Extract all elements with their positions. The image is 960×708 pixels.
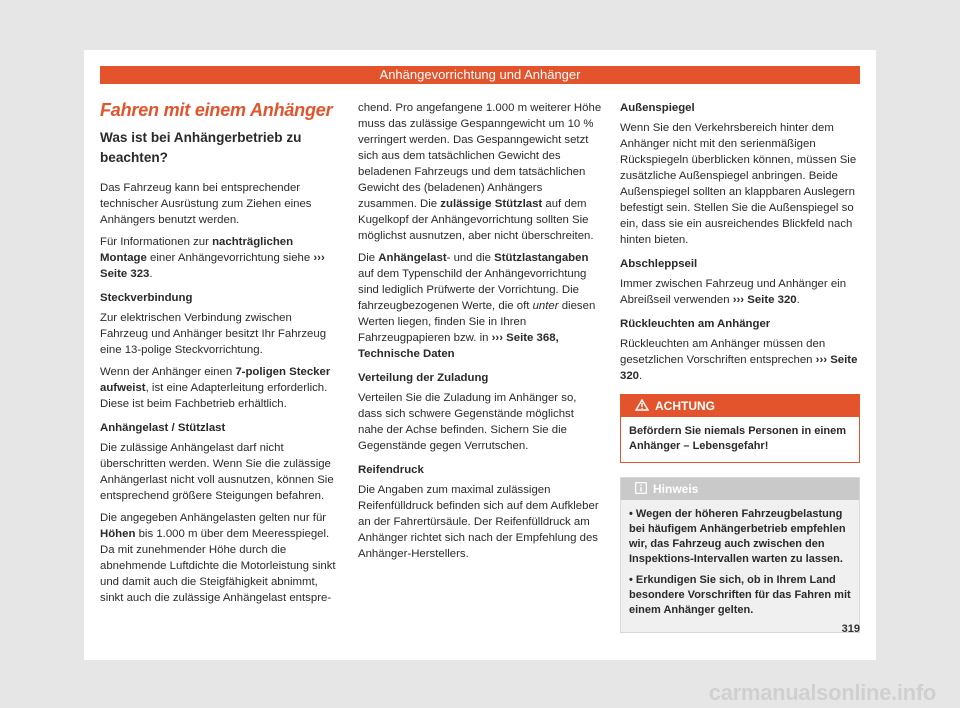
paragraph: Für Informationen zur nachträglichen Montage einer Anhängevorrichtung siehe ››› Seite 323. — [100, 236, 325, 280]
subsection-title: Was ist bei Anhängerbetrieb zu beachten? — [100, 130, 302, 165]
paragraph: Die zulässige Anhängelast darf nicht überschritten werden. Wenn Sie die zulässige Anhängerlast nicht voll ausnutzen, können Sie entsprechend größere Steigungen befahren. — [100, 442, 334, 502]
paragraph: Wenn Sie den Verkehrsbereich hinter dem Anhänger nicht mit den serienmäßigen Rückspiegeln überblicken können, müssen Sie zusätzliche Außenspiegel anbringen. Beide Außenspiegel sollten an klappbaren Auslegern befestigt sein. Stellen Sie die Außenspiegel so ein, dass sie ein ausreichendes Blickfeld nach hinten bieten. — [620, 122, 857, 246]
subheading: Rückleuchten am Anhänger — [620, 318, 771, 330]
section-title: Fahren mit einem Anhänger — [100, 100, 333, 120]
chapter-header: Anhängevorrichtung und Anhänger — [100, 66, 860, 84]
page-reference-link[interactable]: ››› Seite 320 — [620, 354, 858, 382]
info-icon — [635, 479, 647, 501]
paragraph: Die Anhängelast- und die Stützlastangaben auf dem Typenschild der Anhängevorrichtung sind lediglich Prüfwerte der Vorrichtung. Die fahrzeugbezogenen Werte, die oft unter diesen Werten liegen, finden Sie in Ihren Fahrzeugpapieren bzw. in ››› Seite 368, Technische Daten — [358, 252, 596, 360]
warning-box — [620, 394, 860, 463]
paragraph: Die angegeben Anhängelasten gelten nur für Höhen bis 1.000 m über dem Meeresspiegel. Da mit zunehmender Höhe durch die abnehmende Luftdichte die Motorleistung sinkt und damit auch die Steigfähigkeit abnimmt, sinkt auch die zulässige Anhängelast entspre- — [100, 512, 336, 604]
paragraph: Das Fahrzeug kann bei entsprechender technischer Ausrüstung zum Ziehen eines Anhängers benutzt werden. — [100, 182, 312, 226]
paragraph: Zur elektrischen Verbindung zwischen Fahrzeug und Anhänger besitzt Ihr Fahrzeug eine 13-polige Steckvorrichtung. — [100, 312, 327, 356]
hint-box — [620, 477, 860, 633]
paragraph: Verteilen Sie die Zuladung im Anhänger so, dass sich schwere Gegenstände möglichst nahe der Achse befinden. Sichern Sie die Gegenstände gegen Verrutschen. — [358, 392, 577, 452]
warning-title: ACHTUNG — [655, 399, 715, 413]
subheading: Abschleppseil — [620, 258, 698, 270]
paragraph: Rückleuchten am Anhänger müssen den gesetzlichen Vorschriften entsprechen ››› Seite 320. — [620, 338, 858, 382]
subheading: Außenspiegel — [620, 102, 695, 114]
hint-header — [621, 478, 859, 500]
subheading: Anhängelast / Stützlast — [100, 422, 226, 434]
column-middle — [358, 100, 602, 568]
paragraph: chend. Pro angefangene 1.000 m weiterer Höhe muss das zulässige Gespanngewicht um 10 % verringert werden. Das Gespanngewicht setzt sich aus dem tatsächlichen Gewicht des beladenen Fahrzeugs und dem tatsächlichen Gewicht des (beladenen) Anhängers zusammen. Die zulässige Stützlast auf dem Kugelkopf der Anhängevorrichtung sollten Sie möglichst ausnutzen, aber nicht überschreiten. — [358, 102, 602, 242]
hint-title: Hinweis — [653, 482, 699, 496]
hint-item: • Erkundigen Sie sich, ob in Ihrem Land besondere Vorschriften für das Fahren mit einem Anhänger gelten. — [629, 574, 851, 616]
subheading: Reifendruck — [358, 464, 424, 476]
column-left — [100, 96, 340, 612]
hint-text — [621, 500, 859, 632]
watermark-logo: carmanualsonline.info — [708, 680, 936, 705]
paragraph: Immer zwischen Fahrzeug und Anhänger ein Abreißseil verwenden ››› Seite 320. — [620, 278, 847, 306]
warning-header — [621, 395, 859, 417]
subheading: Steckverbindung — [100, 292, 193, 304]
paragraph: Die Angaben zum maximal zulässigen Reifenfülldruck befinden sich auf dem Aufkleber an der Fahrertürsäule. Der Reifenfülldruck am Anhänger richtet sich nach der Empfehlung des Anhänger-Herstellers. — [358, 484, 599, 560]
column-right — [620, 100, 860, 633]
page-reference-link[interactable]: ››› Seite 368, Technische Daten — [358, 332, 559, 360]
subheading: Verteilung der Zuladung — [358, 372, 489, 384]
warning-text: Befördern Sie niemals Personen in einem Anhänger – Lebensgefahr! — [629, 425, 847, 452]
warning-triangle-icon — [635, 396, 649, 418]
paragraph: Wenn der Anhänger einen 7-poligen Stecker aufweist, ist eine Adapterleitung erforderlich. Diese ist beim Fachbetrieb erhältlich. — [100, 366, 331, 410]
page-reference-link[interactable]: ››› Seite 323 — [100, 252, 325, 280]
page-number: 319 — [841, 623, 860, 635]
hint-item: • Wegen der höheren Fahrzeugbelastung bei häufigem Anhängerbetrieb empfehlen wir, das Fahrzeug auch zwischen den Inspektions-Intervallen warten zu lassen. — [629, 508, 846, 565]
page-reference-link[interactable]: ››› Seite 320 — [732, 294, 797, 306]
